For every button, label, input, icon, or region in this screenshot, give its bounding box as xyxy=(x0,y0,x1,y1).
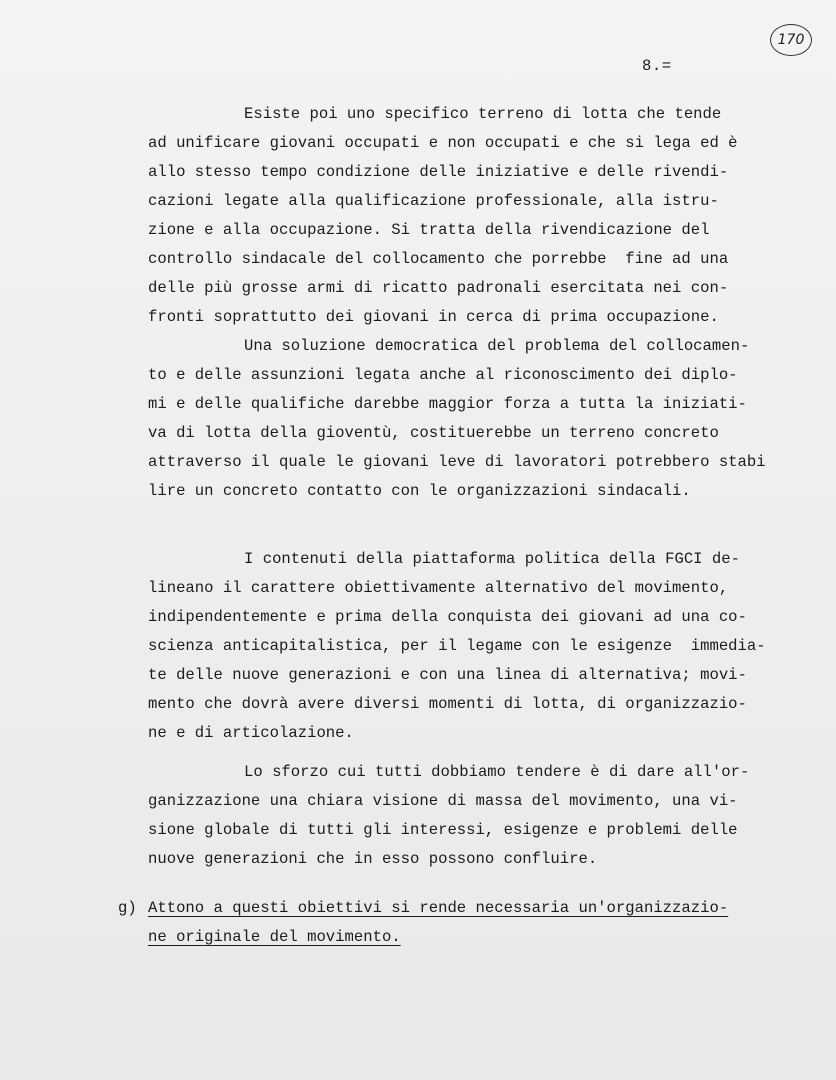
paragraph-3 xyxy=(148,545,766,748)
text-line: I contenuti della piattaforma politica della FGCI de- xyxy=(244,550,740,568)
text-line: lineano il carattere obiettivamente alternativo del movimento, xyxy=(148,579,729,597)
text-line: mi e delle qualifiche darebbe maggior forza a tutta la iniziati- xyxy=(148,395,747,413)
text-line: lire un concreto contatto con le organizzazioni sindacali. xyxy=(148,482,691,500)
text-line: indipendentemente e prima della conquista dei giovani ad una co- xyxy=(148,608,747,626)
item-g-label: g) xyxy=(118,899,137,917)
text-line: cazioni legate alla qualificazione professionale, alla istru- xyxy=(148,192,719,210)
paragraph-1 xyxy=(148,100,738,332)
text-line: attraverso il quale le giovani leve di lavoratori potrebbero stabi xyxy=(148,453,766,471)
text-line: controllo sindacale del collocamento che porrebbe fine ad una xyxy=(148,250,729,268)
text-line: Una soluzione democratica del problema del collocamen- xyxy=(244,337,750,355)
underlined-line: ne originale del movimento. xyxy=(148,928,401,946)
folio-stamp: 170 xyxy=(770,24,812,56)
underlined-line: Attono a questi obiettivi si rende necessaria un'organizzazio- xyxy=(148,899,729,917)
text-line: allo stesso tempo condizione delle iniziative e delle rivendi- xyxy=(148,163,729,181)
paragraph-2 xyxy=(148,332,766,506)
text-line: Lo sforzo cui tutti dobbiamo tendere è di dare all'or- xyxy=(244,763,750,781)
text-line: sione globale di tutti gli interessi, esigenze e problemi delle xyxy=(148,821,738,839)
text-line: ne e di articolazione. xyxy=(148,724,354,742)
text-line: fronti soprattutto dei giovani in cerca di prima occupazione. xyxy=(148,308,719,326)
text-line: nuove generazioni che in esso possono confluire. xyxy=(148,850,598,868)
text-line: zione e alla occupazione. Si tratta della rivendicazione del xyxy=(148,221,710,239)
text-line: delle più grosse armi di ricatto padronali esercitata nei con- xyxy=(148,279,729,297)
text-line: va di lotta della gioventù, costituerebbe un terreno concreto xyxy=(148,424,719,442)
text-line: to e delle assunzioni legata anche al riconoscimento dei diplo- xyxy=(148,366,738,384)
paragraph-4 xyxy=(148,758,749,874)
item-g-text xyxy=(148,894,728,952)
text-line: te delle nuove generazioni e con una linea di alternativa; movi- xyxy=(148,666,747,684)
text-line: Esiste poi uno specifico terreno di lotta che tende xyxy=(244,105,722,123)
text-line: mento che dovrà avere diversi momenti di lotta, di organizzazio- xyxy=(148,695,747,713)
text-line: ganizzazione una chiara visione di massa del movimento, una vi- xyxy=(148,792,738,810)
text-line: scienza anticapitalistica, per il legame con le esigenze immedia- xyxy=(148,637,766,655)
page-number: 8.= xyxy=(642,57,672,75)
text-line: ad unificare giovani occupati e non occupati e che si lega ed è xyxy=(148,134,738,152)
